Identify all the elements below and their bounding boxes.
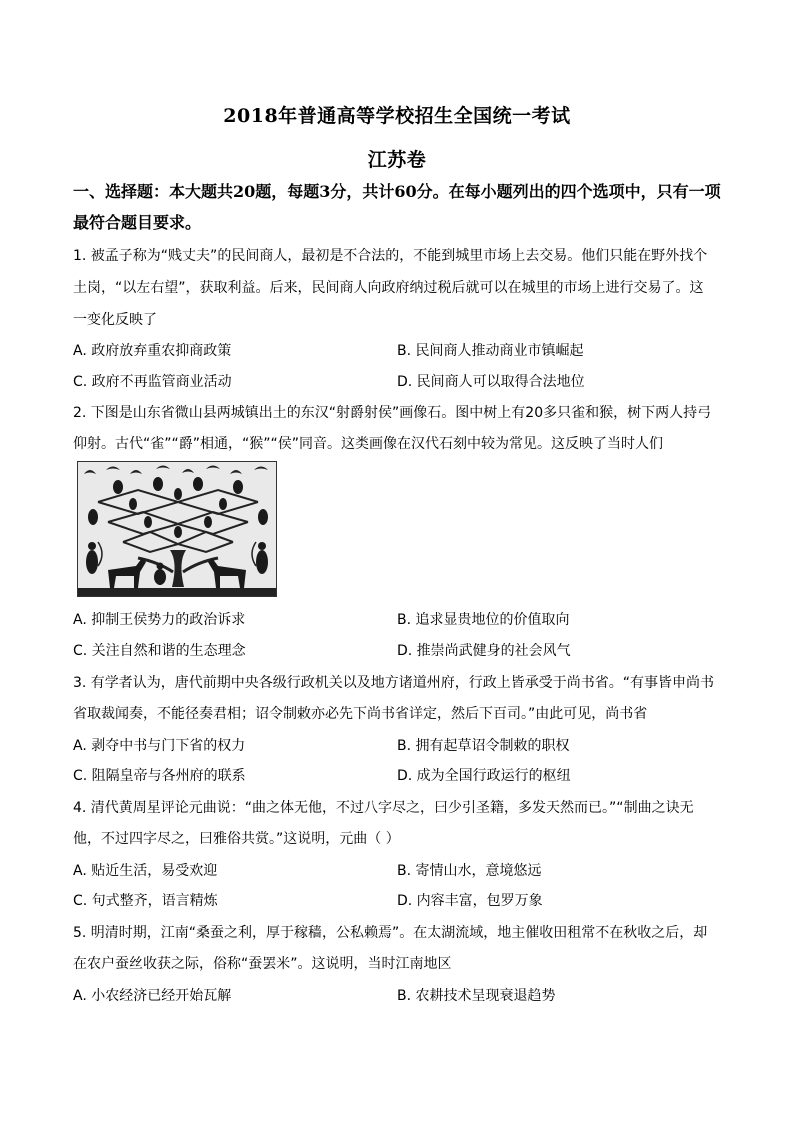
exam-subtitle: 江苏卷 [367,149,427,171]
question-3-line-1: 3. 有学者认为，唐代前期中央各级行政机关以及地方诸道州府，行政上皆承受于尚书省。“有事皆申尚书 [73,675,715,691]
question-5-option-a[interactable]: A. 小农经济已经开始瓦解 [73,988,232,1004]
question-3-option-d[interactable]: D. 成为全国行政运行的枢纽 [397,768,571,784]
question-2-option-a[interactable]: A. 抑制王侯势力的政治诉求 [73,612,246,628]
exam-title: 2018年普通高等学校招生全国统一考试 [223,105,571,127]
question-4-option-c[interactable]: C. 句式整齐，语言精炼 [73,893,218,909]
section-instructions: 一、选择题：本大题共20题，每题3分，共计60分。在每小题列出的四个选项中，只有一项最符合题目要求。 [73,182,721,232]
question-4-line-2: 他，不过四字尽之，曰雅俗共赏。”这说明，元曲（ ） [73,831,400,847]
question-4-option-d[interactable]: D. 内容丰富，包罗万象 [397,893,543,909]
question-4-option-a[interactable]: A. 贴近生活，易受欢迎 [73,863,218,879]
question-1-option-b[interactable]: B. 民间商人推动商业市镇崛起 [397,343,584,359]
question-5-line-2: 在农户蚕丝收获之际，俗称“蚕罢米”。这说明，当时江南地区 [73,956,452,972]
question-2-option-d[interactable]: D. 推崇尚武健身的社会风气 [397,643,571,659]
question-2-line-2: 仰射。古代“雀”“爵”相通，“猴”“侯”同音。这类画像在汉代石刻中较为常见。这反映了当时人们 [73,436,664,452]
question-2-line-1: 2. 下图是山东省微山县两城镇出土的东汉“射爵射侯”画像石。图中树上有20多只雀和猴，树下两人持弓 [73,405,712,421]
question-4-option-b[interactable]: B. 寄情山水，意境悠远 [397,863,542,879]
question-2-option-b[interactable]: B. 追求显贵地位的价值取向 [397,612,570,628]
question-3-option-b[interactable]: B. 拥有起草诏令制敕的职权 [397,738,570,754]
question-1-option-a[interactable]: A. 政府放弃重农抑商政策 [73,343,232,359]
question-1-line-3: 一变化反映了 [73,312,157,328]
question-1-option-d[interactable]: D. 民间商人可以取得合法地位 [397,374,585,390]
question-3-option-a[interactable]: A. 剥夺中书与门下省的权力 [73,738,246,754]
question-2-option-c[interactable]: C. 关注自然和谐的生态理念 [73,643,246,659]
question-1-line-1: 1. 被孟子称为“贱丈夫”的民间商人，最初是不合法的，不能到城里市场上去交易。他们只能在野外找个 [73,248,708,264]
question-5-option-b[interactable]: B. 农耕技术呈现衰退趋势 [397,988,556,1004]
question-1-option-c[interactable]: C. 政府不再监管商业活动 [73,374,232,390]
stone-relief-illustration [78,462,276,596]
question-1-line-2: 土岗，“以左右望”，获取利益。后来，民间商人向政府纳过税后就可以在城里的市场上进行交易了。这 [73,280,704,296]
question-3-option-c[interactable]: C. 阻隔皇帝与各州府的联系 [73,768,246,784]
stone-relief-image [77,461,277,597]
question-4-line-1: 4. 清代黄周星评论元曲说：“曲之体无他，不过八字尽之，曰少引圣籍，多发天然而已。”“制曲之诀无 [73,800,694,816]
question-3-line-2: 省取裁闻奏，不能径奏君相；诏令制敕亦必先下尚书省详定，然后下百司。”由此可见，尚书省 [73,706,648,722]
question-5-line-1: 5. 明清时期，江南“桑蚕之利，厚于稼穑，公私赖焉”。在太湖流域，地主催收田租常不在秋收之后，却 [73,925,708,941]
